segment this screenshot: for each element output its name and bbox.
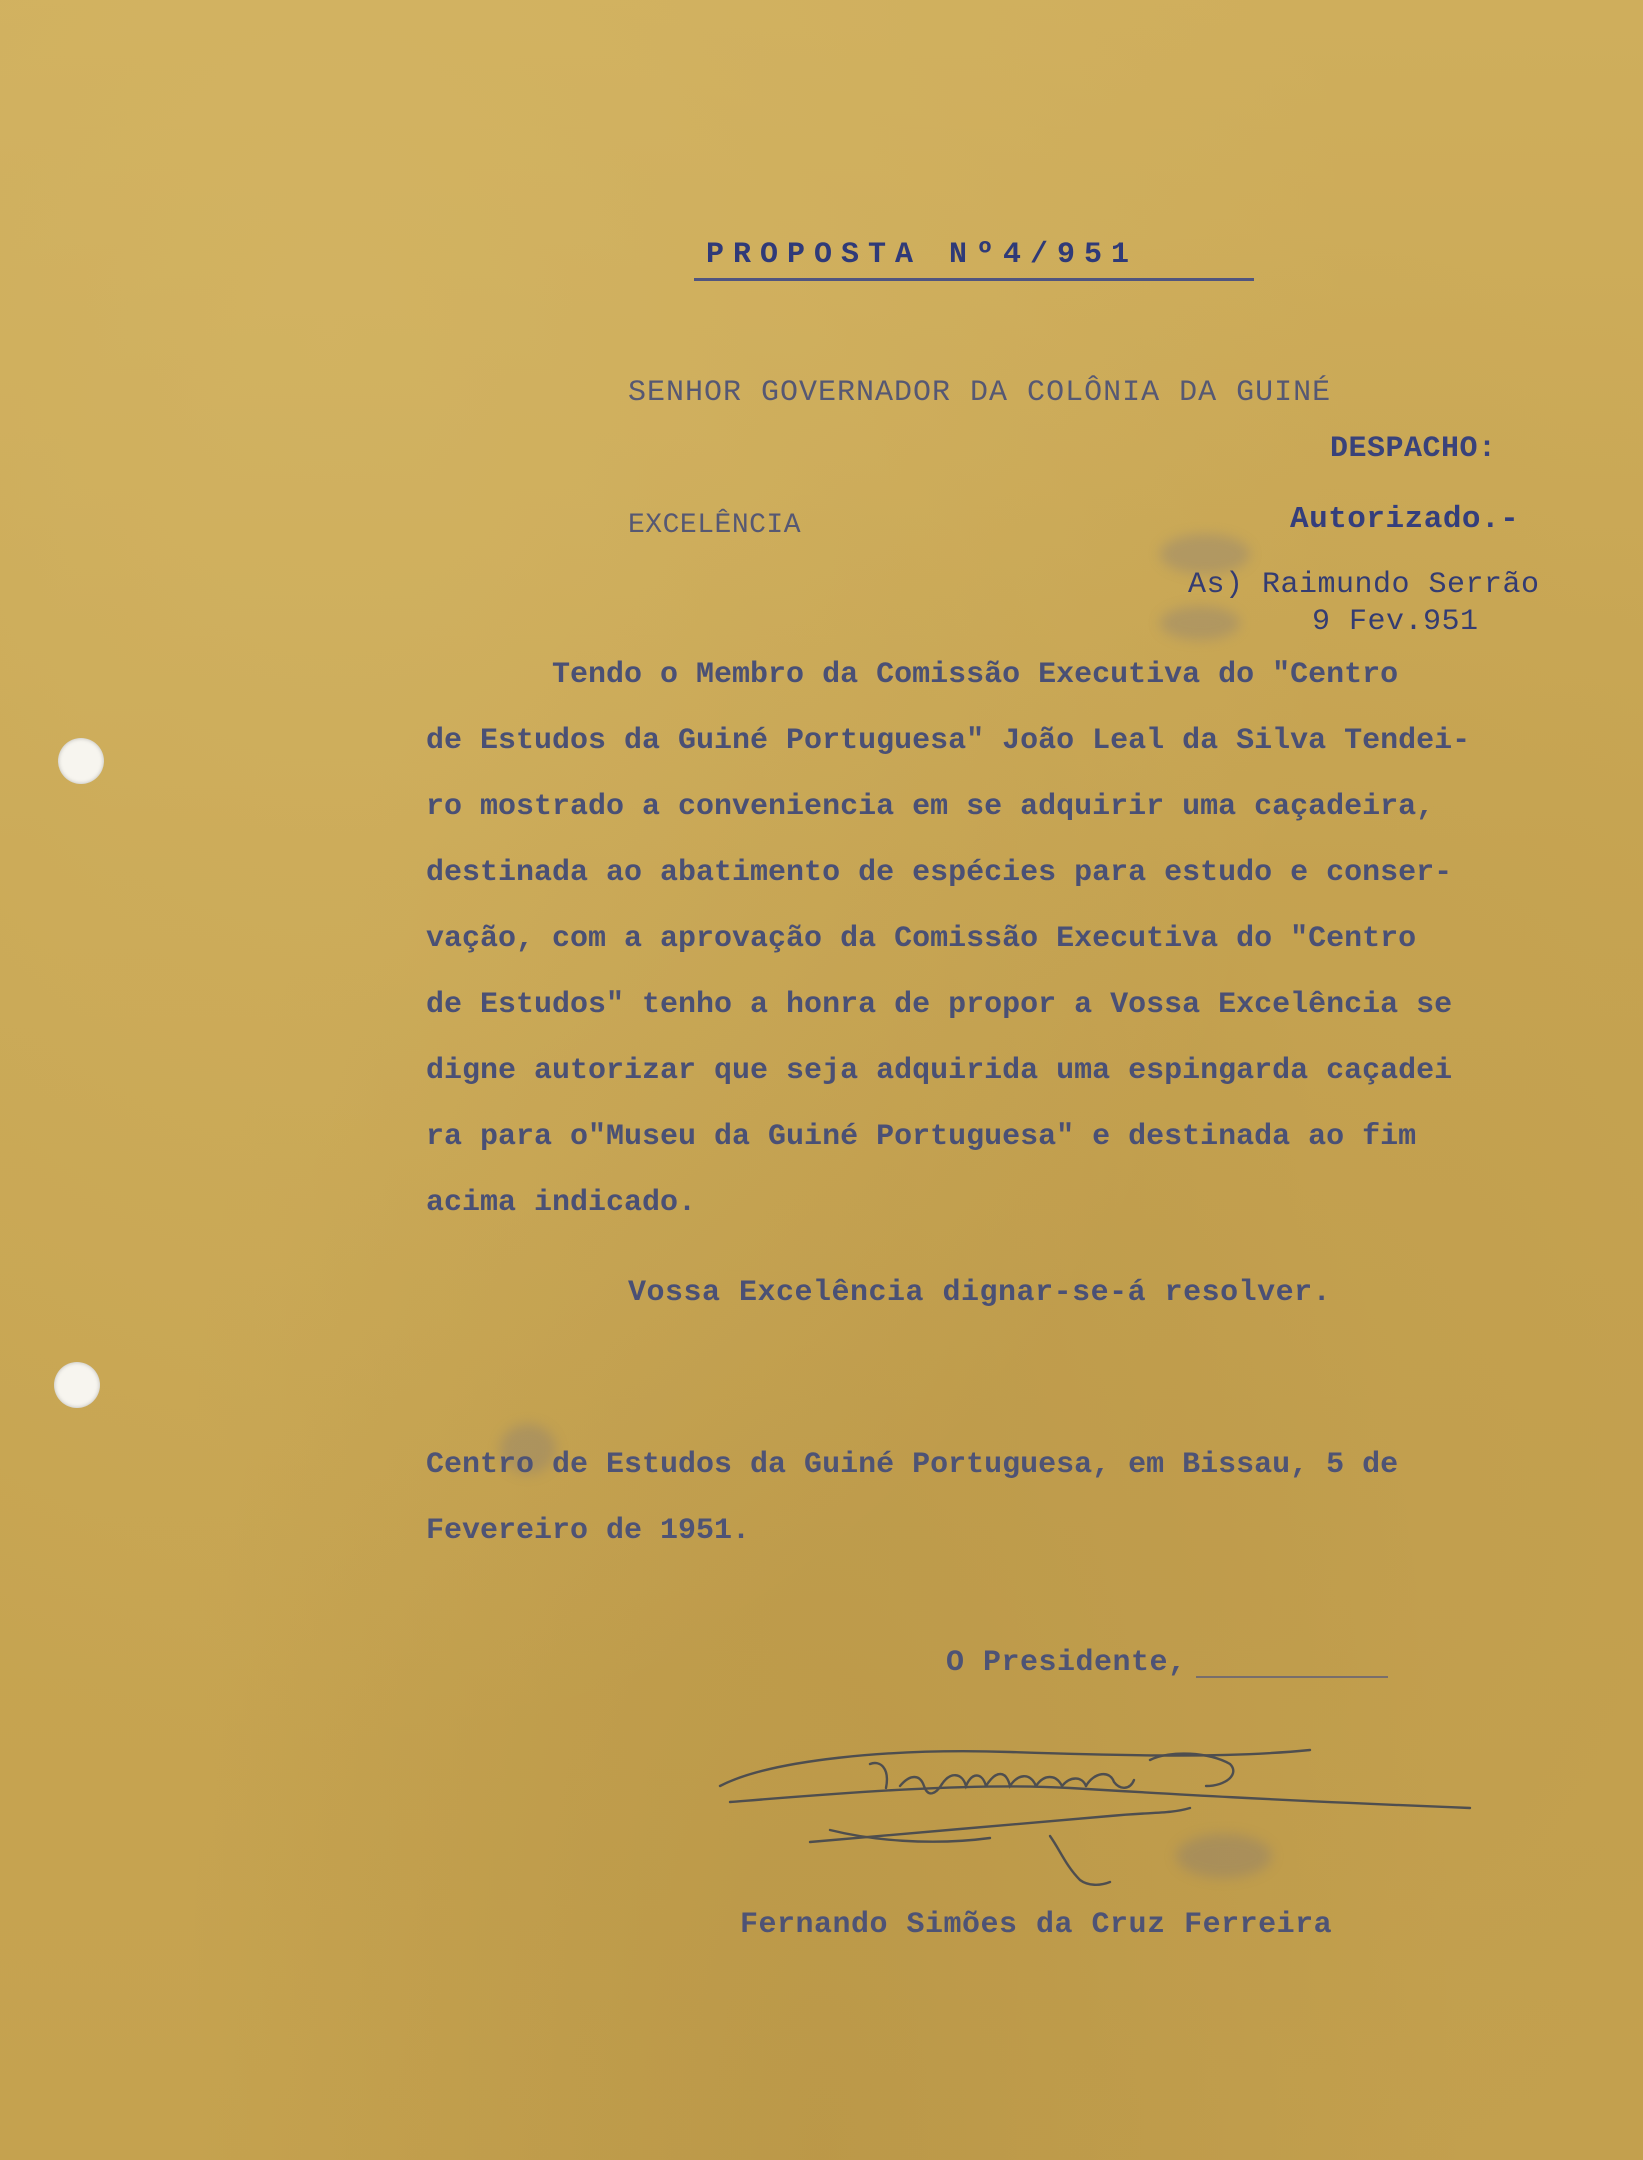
body-line: acima indicado. bbox=[426, 1186, 697, 1220]
body-line: digne autorizar que seja adquirida uma espingarda caçadei bbox=[426, 1054, 1453, 1088]
body-line: de Estudos" tenho a honra de propor a Vossa Excelência se bbox=[426, 988, 1453, 1022]
body-line: ra para o"Museu da Guiné Portuguesa" e destinada ao fim bbox=[426, 1120, 1417, 1154]
signature-rule bbox=[1196, 1676, 1388, 1678]
despacho-label: DESPACHO: bbox=[1330, 432, 1497, 466]
body-line: de Estudos da Guiné Portuguesa" João Leal da Silva Tendei- bbox=[426, 724, 1471, 758]
addressee: SENHOR GOVERNADOR DA COLÔNIA DA GUINÉ bbox=[628, 376, 1332, 410]
body-line: ro mostrado a conveniencia em se adquirir uma caçadeira, bbox=[426, 790, 1435, 824]
body-line: Tendo o Membro da Comissão Executiva do "Centro bbox=[426, 658, 1399, 692]
place-date-line: Fevereiro de 1951. bbox=[426, 1514, 751, 1548]
despacho-date: 9 Fev.951 bbox=[1312, 605, 1479, 639]
despacho-decision: Autorizado.- bbox=[1290, 502, 1520, 537]
body-paragraph bbox=[426, 642, 1586, 1236]
signatory-role: O Presidente, bbox=[946, 1646, 1187, 1680]
body-line: destinada ao abatimento de espécies para estudo e conser- bbox=[426, 856, 1453, 890]
title-underline bbox=[694, 278, 1254, 281]
signatory-name: Fernando Simões da Cruz Ferreira bbox=[740, 1908, 1333, 1942]
place-date-line: Centro de Estudos da Guiné Portuguesa, em Bissau, 5 de bbox=[426, 1448, 1399, 1482]
place-and-date bbox=[426, 1432, 1586, 1564]
body-line: vação, com a aprovação da Comissão Executiva do "Centro bbox=[426, 922, 1417, 956]
punch-hole-bottom bbox=[54, 1362, 100, 1408]
document-title: PROPOSTA Nº4/951 bbox=[706, 238, 1139, 272]
closing-line: Vossa Excelência dignar-se-á resolver. bbox=[628, 1276, 1332, 1310]
ink-smudge bbox=[1160, 606, 1240, 640]
handwritten-signature bbox=[710, 1690, 1490, 1900]
salutation: EXCELÊNCIA bbox=[628, 510, 802, 541]
punch-hole-top bbox=[58, 738, 104, 784]
despacho-signed-by: As) Raimundo Serrão bbox=[1188, 568, 1540, 602]
